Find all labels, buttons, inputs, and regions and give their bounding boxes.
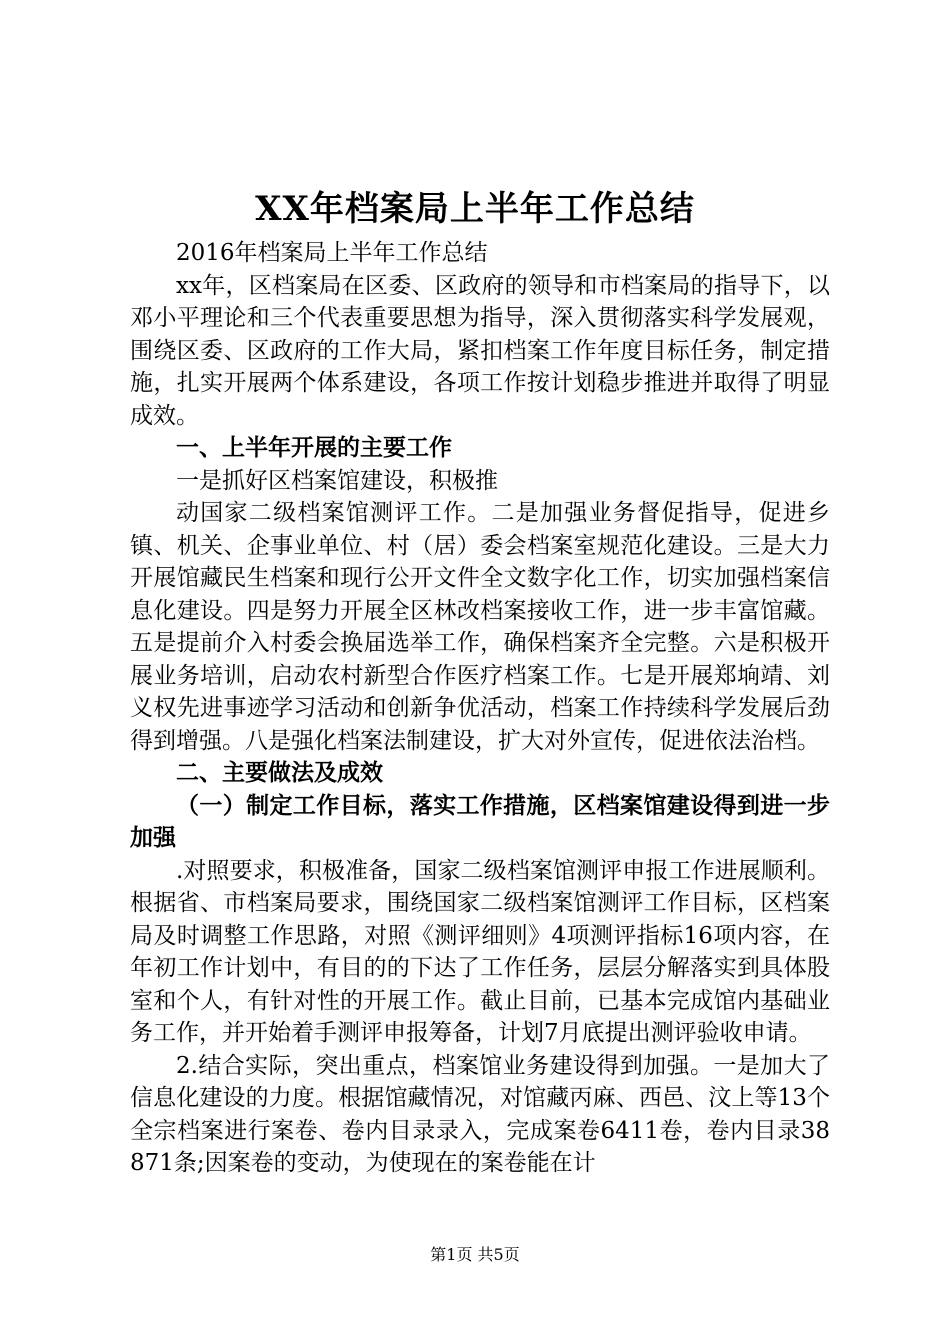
paragraph-subtitle: 2016年档案局上半年工作总结 bbox=[176, 240, 488, 266]
section-heading-1: 一、上半年开展的主要工作 bbox=[176, 435, 452, 461]
paragraph-work-2: 动国家二级档案馆测评工作。二是加强业务督促指导，促进乡镇、机关、企事业单位、村（居）委会档案室规范化建设。三是大力开展馆藏民生档案和现行公开文件全文数字化工作，切实加强档案信息化建设。四是努力开展全区林改档案接收工作，进一步丰富馆藏。五是提前介入村委会换届选举工作，确保档案齐全完整。六是积极开展业务培训，启动农村新型合作医疗档案工作。七是开展郑垧靖、刘义权先进事迹学习活动和创新争优活动，档案工作持续科学发展后劲得到增强。八是强化档案法制建设，扩大对外宣传，促进依法治档。 bbox=[130, 500, 830, 754]
paragraph-intro: xx年，区档案局在区委、区政府的领导和市档案局的指导下，以邓小平理论和三个代表重要思想为指导，深入贯彻落实科学发展观，围绕区委、区政府的工作大局，紧扣档案工作年度目标任务，制定措施，扎实开展两个体系建设，各项工作按计划稳步推进并取得了明显成效。 bbox=[130, 272, 830, 429]
paragraph-item-2: 2.结合实际，突出重点，档案馆业务建设得到加强。一是加大了信息化建设的力度。根据馆藏情况，对馆藏丙麻、西邑、汶上等13个全宗档案进行案卷、卷内目录录入，完成案卷6411卷，卷内目录38871条;因案卷的变动，为使现在的案卷能在计 bbox=[130, 1052, 830, 1176]
paragraph-item-1: .对照要求，积极准备，国家二级档案馆测评申报工作进展顺利。根据省、市档案局要求，围绕国家二级档案馆测评工作目标，区档案局及时调整工作思路，对照《测评细则》4项测评指标16项内容，在年初工作计划中，有目的的下达了工作任务，层层分解落实到具体股室和个人，有针对性的开展工作。截止目前，已基本完成馆内基础业务工作，并开始着手测评申报筹备，计划7月底提出测评验收申请。 bbox=[130, 857, 830, 1046]
document-body bbox=[130, 237, 830, 1180]
paragraph-work-1: 一是抓好区档案馆建设，积极推 bbox=[176, 467, 498, 494]
subsection-heading-1: （一）制定工作目标，落实工作措施，区档案馆建设得到进一步加强 bbox=[130, 792, 830, 851]
section-heading-2: 二、主要做法及成效 bbox=[176, 760, 383, 786]
page-footer: 第1页 共5页 bbox=[430, 1245, 520, 1264]
document-title: XX年档案局上半年工作总结 bbox=[255, 189, 695, 229]
